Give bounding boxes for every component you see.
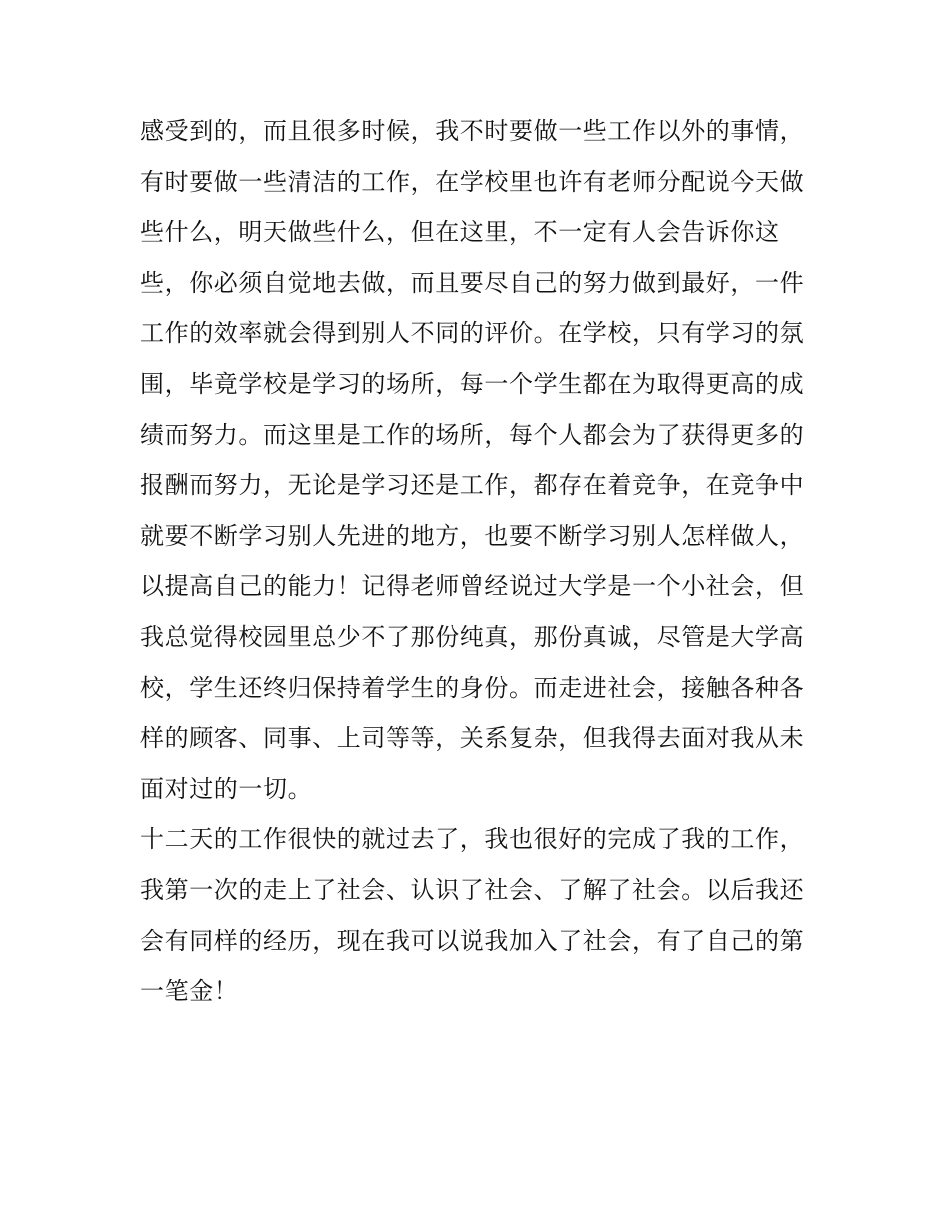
text-line: 些，你必须自觉地去做，而且要尽自己的努力做到最好，一件 — [140, 268, 805, 297]
document-body — [140, 106, 820, 1017]
text-line: 我总觉得校园里总少不了那份纯真，那份真诚，尽管是大学高 — [140, 622, 805, 651]
text-line: 就要不断学习别人先进的地方，也要不断学习别人怎样做人， — [140, 521, 805, 550]
text-line: 绩而努力。而这里是工作的场所，每个人都会为了获得更多的 — [140, 420, 805, 449]
text-line: 我第一次的走上了社会、认识了社会、了解了社会。以后我还 — [140, 875, 805, 904]
text-line: 会有同样的经历，现在我可以说我加入了社会，有了自己的第 — [140, 926, 805, 955]
text-line: 有时要做一些清洁的工作，在学校里也许有老师分配说今天做 — [140, 167, 805, 196]
text-line: 十二天的工作很快的就过去了，我也很好的完成了我的工作， — [140, 825, 805, 854]
text-line: 一笔金！ — [140, 977, 239, 1006]
text-line: 面对过的一切。 — [140, 774, 313, 803]
text-line: 工作的效率就会得到别人不同的评价。在学校，只有学习的氛 — [140, 319, 805, 348]
text-line: 感受到的，而且很多时候，我不时要做一些工作以外的事情， — [140, 117, 805, 145]
text-line: 以提高自己的能力！记得老师曾经说过大学是一个小社会，但 — [140, 572, 805, 601]
text-line: 围，毕竟学校是学习的场所，每一个学生都在为取得更高的成 — [140, 369, 805, 398]
text-line: 校，学生还终归保持着学生的身份。而走进社会，接触各种各 — [140, 673, 805, 702]
text-line: 样的顾客、同事、上司等等，关系复杂，但我得去面对我从未 — [140, 724, 805, 753]
text-line: 报酬而努力，无论是学习还是工作，都存在着竞争，在竞争中 — [140, 471, 805, 500]
text-line: 些什么，明天做些什么，但在这里，不一定有人会告诉你这 — [140, 218, 780, 247]
